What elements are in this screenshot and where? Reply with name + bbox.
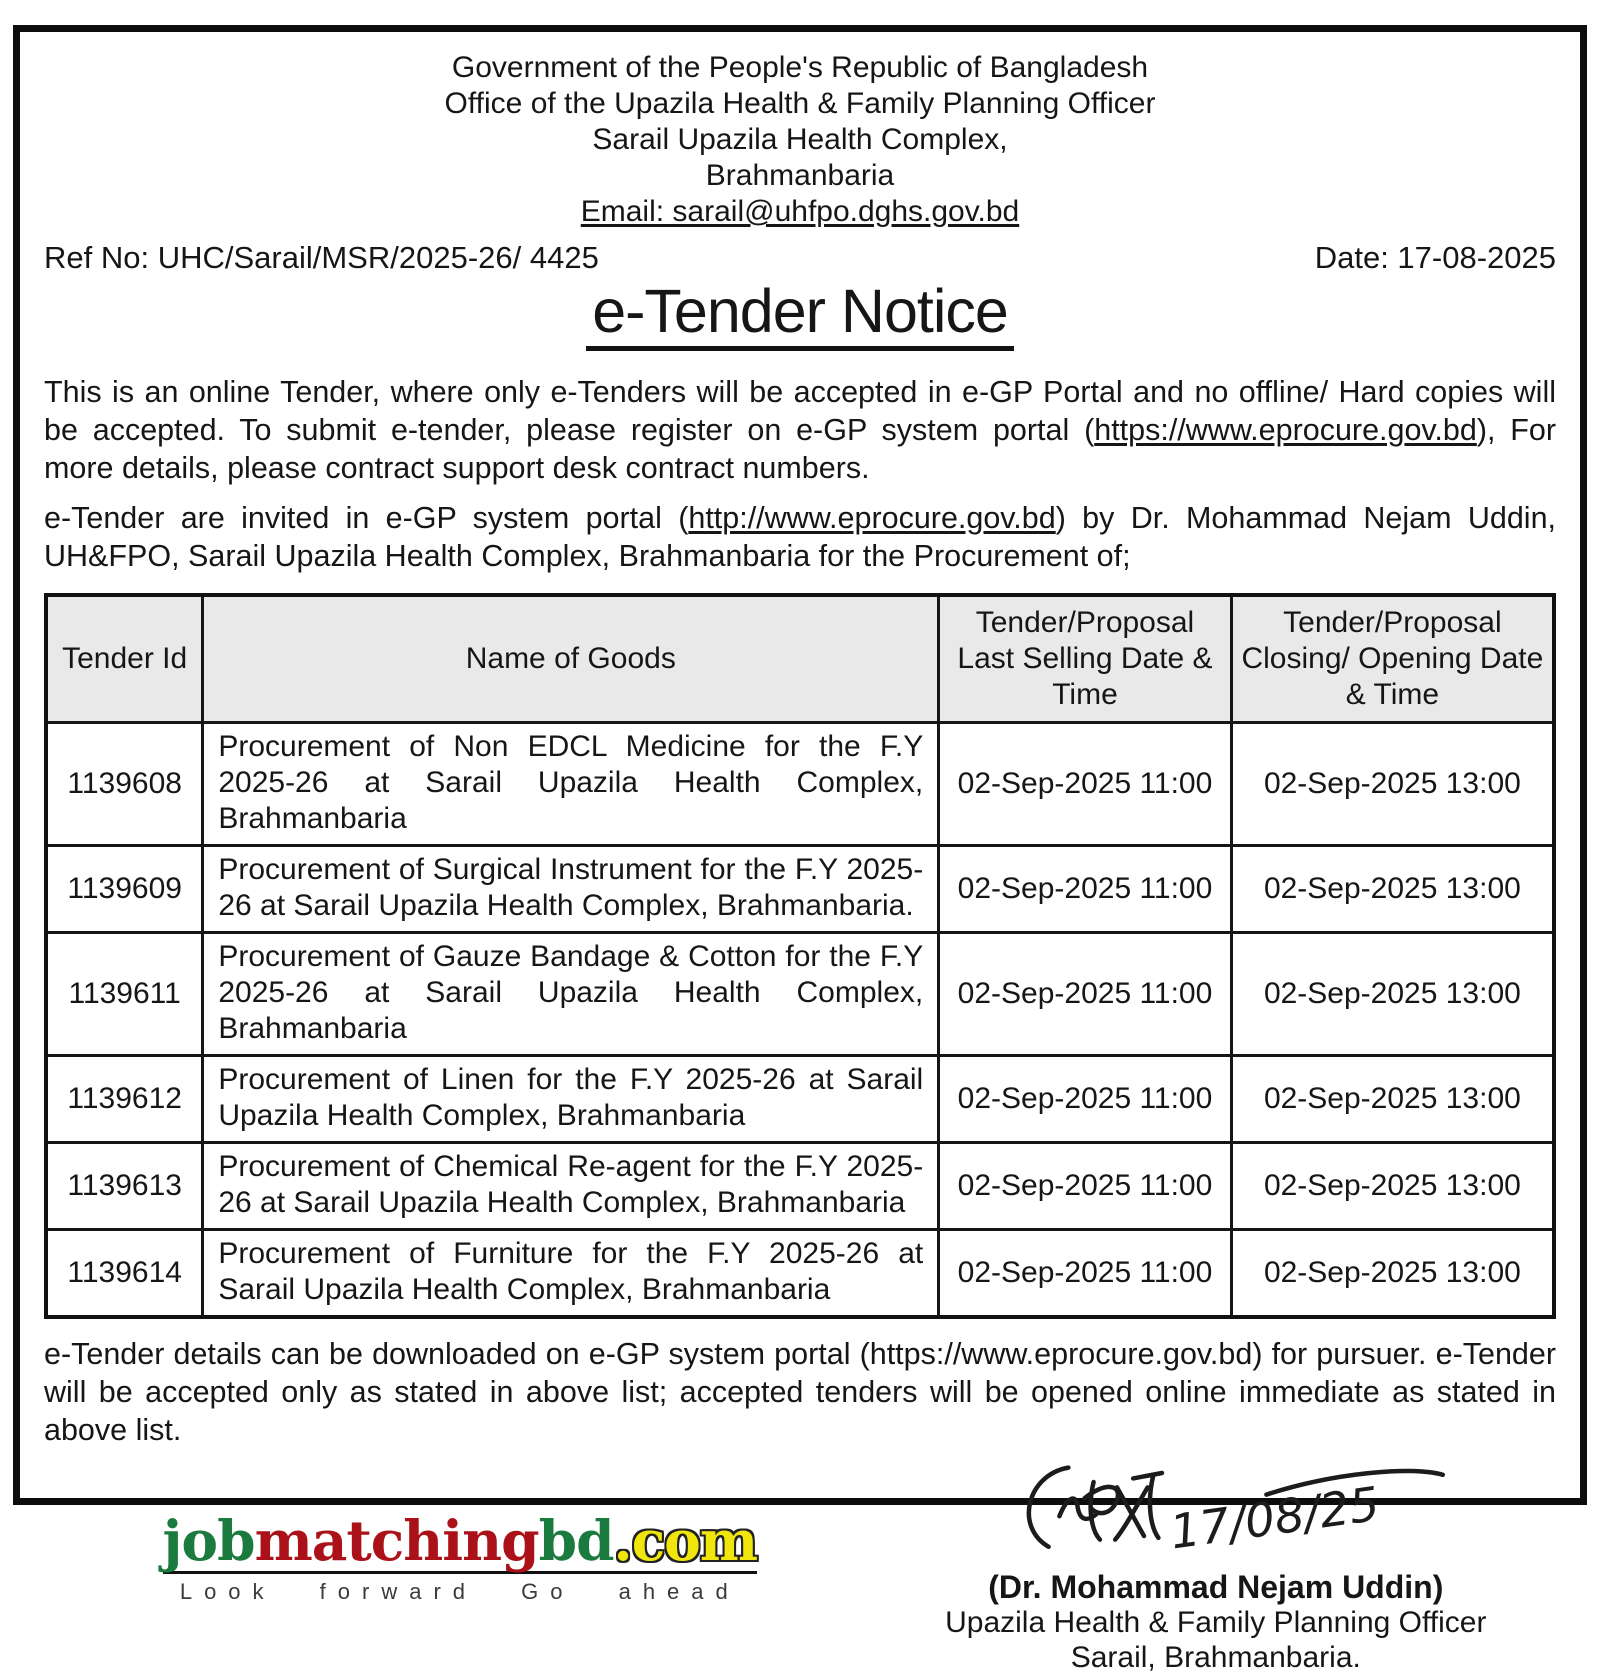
letterhead-line-office: Office of the Upazila Health & Family Planning Officer <box>444 87 1156 120</box>
table-row <box>46 933 1554 1056</box>
selling-date-cell: 02-Sep-2025 11:00 <box>939 1143 1232 1230</box>
table-row <box>46 1230 1554 1318</box>
letterhead-email: Email: sarail@uhfpo.dghs.gov.bd <box>580 195 1020 228</box>
col-header-tender-id: Tender Id <box>46 595 203 723</box>
col-header-name-of-goods: Name of Goods <box>203 595 939 723</box>
tender-id-cell: 1139614 <box>46 1230 203 1318</box>
logo-part-bd: bd <box>538 1508 614 1573</box>
closing-date-cell: 02-Sep-2025 13:00 <box>1231 1230 1554 1318</box>
selling-date-cell: 02-Sep-2025 11:00 <box>939 933 1232 1056</box>
closing-date-cell: 02-Sep-2025 13:00 <box>1231 723 1554 846</box>
tender-id-cell: 1139613 <box>46 1143 203 1230</box>
goods-cell: Procurement of Non EDCL Medicine for the F.Y 2025-26 at Sarail Upazila Health Complex, Brahmanbaria <box>203 723 939 846</box>
signature-block <box>876 1455 1556 1675</box>
egp-portal-link-2: http://www.eprocure.gov.bd <box>688 501 1056 535</box>
closing-date-cell: 02-Sep-2025 13:00 <box>1231 1143 1554 1230</box>
ref-no: Ref No: UHC/Sarail/MSR/2025-26/ 4425 <box>44 240 599 275</box>
logo-part-matching: matching <box>254 1508 539 1573</box>
egp-portal-link-1: https://www.eprocure.gov.bd <box>1094 413 1477 447</box>
closing-note: e-Tender details can be downloaded on e-GP system portal (https://www.eprocure.gov.bd) for pursuer. e-Tender will be accepted only as stated in above list; accepted tenders will be opened online immediate as stated in above list. <box>44 1337 1556 1447</box>
goods-cell: Procurement of Furniture for the F.Y 2025-26 at Sarail Upazila Health Complex, Brahmanbaria <box>203 1230 939 1318</box>
col-header-closing-date: Tender/Proposal Closing/ Opening Date & Time <box>1231 595 1554 723</box>
selling-date-cell: 02-Sep-2025 11:00 <box>939 1230 1232 1318</box>
table-row <box>46 1143 1554 1230</box>
signature-image <box>971 1455 1461 1563</box>
goods-cell: Procurement of Surgical Instrument for the F.Y 2025-26 at Sarail Upazila Health Complex, Brahmanbaria. <box>203 846 939 933</box>
closing-date-cell: 02-Sep-2025 13:00 <box>1231 846 1554 933</box>
table-row <box>46 723 1554 846</box>
watermark-logo <box>44 1455 876 1675</box>
table-header-row <box>46 595 1554 723</box>
notice-date: Date: 17-08-2025 <box>1314 240 1556 275</box>
tender-table <box>44 593 1556 1319</box>
col-header-selling-date: Tender/Proposal Last Selling Date & Time <box>939 595 1232 723</box>
goods-cell: Procurement of Gauze Bandage & Cotton for the F.Y 2025-26 at Sarail Upazila Health Complex, Brahmanbaria <box>203 933 939 1056</box>
goods-cell: Procurement of Linen for the F.Y 2025-26 at Sarail Upazila Health Complex, Brahmanbaria <box>203 1056 939 1143</box>
signature-date-text: 17/08/25 <box>1166 1477 1383 1561</box>
meta-row <box>44 240 1556 276</box>
intro-paragraph-1: This is an online Tender, where only e-Tenders will be accepted in e-GP Portal and no offline/ Hard copies will be accepted. To submit e-tender, please register on e-GP system portal (https://www.eprocure.gov.bd), For more details, please contract support desk contract numbers. <box>44 375 1557 485</box>
logo-part-job: job <box>162 1508 255 1573</box>
table-row <box>46 1056 1554 1143</box>
goods-cell: Procurement of Chemical Re-agent for the F.Y 2025-26 at Sarail Upazila Health Complex, Brahmanbaria <box>203 1143 939 1230</box>
document-page <box>13 25 1587 1674</box>
tender-id-cell: 1139612 <box>46 1056 203 1143</box>
logo-part-com: .com <box>613 1508 758 1573</box>
jobmatchingbd-logo <box>162 1508 758 1574</box>
tender-id-cell: 1139608 <box>46 723 203 846</box>
page-title: e-Tender Notice <box>44 278 1556 351</box>
letterhead-line-government: Government of the People's Republic of Bangladesh <box>451 51 1149 84</box>
signatory-location: Sarail, Brahmanbaria. <box>1070 1641 1361 1674</box>
signatory-name: (Dr. Mohammad Nejam Uddin) <box>988 1569 1444 1605</box>
closing-date-cell: 02-Sep-2025 13:00 <box>1231 1056 1554 1143</box>
selling-date-cell: 02-Sep-2025 11:00 <box>939 1056 1232 1143</box>
closing-date-cell: 02-Sep-2025 13:00 <box>1231 933 1554 1056</box>
letterhead-line-district: Brahmanbaria <box>705 159 895 192</box>
table-row <box>46 846 1554 933</box>
bottom-section <box>44 1455 1556 1675</box>
tender-id-cell: 1139611 <box>46 933 203 1056</box>
intro-paragraph-2: e-Tender are invited in e-GP system portal (http://www.eprocure.gov.bd) by Dr. Mohammad Nejam Uddin, UH&FPO, Sarail Upazila Health Complex, Brahmanbaria for the Procurement of; <box>44 501 1557 573</box>
selling-date-cell: 02-Sep-2025 11:00 <box>939 723 1232 846</box>
signatory-role: Upazila Health & Family Planning Officer <box>945 1606 1487 1639</box>
tender-id-cell: 1139609 <box>46 846 203 933</box>
letterhead-line-complex: Sarail Upazila Health Complex, <box>592 123 1008 156</box>
selling-date-cell: 02-Sep-2025 11:00 <box>939 846 1232 933</box>
letterhead <box>44 50 1556 230</box>
logo-tagline: Look forward Go ahead <box>179 1579 740 1604</box>
